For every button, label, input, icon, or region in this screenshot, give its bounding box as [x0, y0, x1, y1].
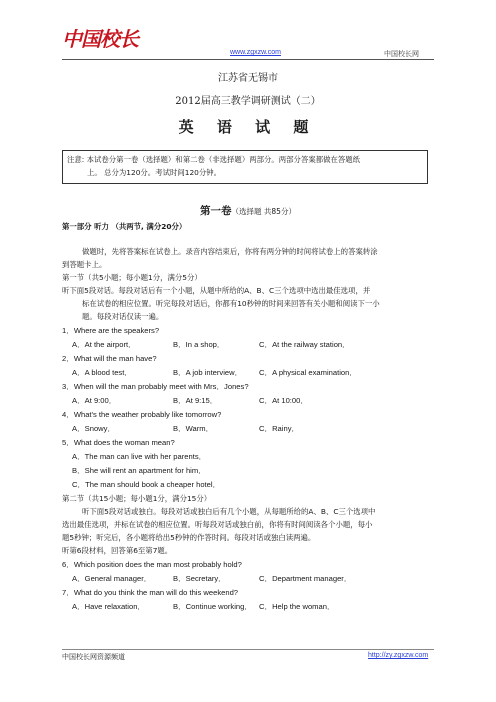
- question-1: 1．Where are the speakers?: [62, 326, 160, 335]
- part1-intro-line-1: 做题时，先将答案标在试卷上。录音内容结束后，你将有两分钟的时间将试卷上的答案转涂: [82, 247, 378, 256]
- question-7-option-c: C．Help the woman．: [259, 602, 335, 611]
- question-6-option-a: A．General manager．: [72, 574, 152, 583]
- question-1-option-a: A．At the airport．: [72, 340, 136, 349]
- question-2-option-a: A．A blood test．: [72, 368, 132, 377]
- footer-url-link[interactable]: http://zy.zgxzw.com: [368, 652, 429, 659]
- notice-box: [62, 150, 428, 184]
- question-6-option-b: B．Secretary．: [173, 574, 226, 583]
- question-1-option-b: B．In a shop．: [173, 340, 225, 349]
- question-6-option-c: C．Department manager．: [259, 574, 352, 583]
- question-7: 7．What do you think the man will do this weekend?: [62, 588, 239, 597]
- section2-heading: 第二节（共15小题；每小题1分，满分15分）: [62, 494, 212, 503]
- question-2-option-b: B．A job interview．: [173, 368, 243, 377]
- question-5-option-b: B．She will rent an apartment for him．: [72, 466, 206, 475]
- question-5-option-a: A．The man can live with her parents．: [72, 452, 207, 461]
- notice-line-2: 上。 总分为120分。考试时间120分钟。: [87, 168, 222, 177]
- doc-title-subject: 英 语 试 题: [178, 118, 318, 136]
- section2-instruction-3: 题5秒钟；听完后，各小题将给出5秒钟的作答时间。每段对话或独白读两遍。: [62, 533, 316, 542]
- part1-intro-line-2: 到答题卡上。: [62, 260, 107, 269]
- question-4-option-a: A．Snowy．: [72, 424, 116, 433]
- volume-title: 第一卷: [200, 205, 232, 217]
- question-1-option-c: C．At the railway station．: [259, 340, 350, 349]
- question-3-option-b: B．At 9:15．: [173, 396, 218, 405]
- section1-instruction-3: 题。每段对话仅读一遍。: [82, 312, 164, 321]
- question-4: 4．What's the weather probably like tomorrow?: [62, 410, 222, 419]
- question-4-option-c: C．Rainy．: [259, 424, 300, 433]
- question-4-option-b: B．Warm．: [173, 424, 214, 433]
- question-5-option-c: C．The man should book a cheaper hotel．: [72, 480, 221, 489]
- section2-instruction-2: 选出最佳选项，并标在试卷的相应位置。听每段对话或独白前，你将有时间阅读各个小题，每小: [62, 520, 373, 529]
- section1-instruction-2: 标在试卷的相应位置。听完每段对话后，你都有10秒钟的时间来回答有关小题和阅读下一小: [82, 299, 380, 308]
- question-2-option-c: C．A physical examination．: [259, 368, 357, 377]
- header-url-link[interactable]: www.zgxzw.com: [230, 49, 281, 56]
- part1-heading: 第一部分 听力 （共两节, 满分20分）: [62, 222, 187, 231]
- volume-subtitle: （选择题 共85分）: [231, 207, 296, 216]
- question-3: 3．When will the man probably meet with Mrs．Jones?: [62, 382, 249, 391]
- doc-title-region: 江苏省无锡市: [218, 73, 278, 84]
- volume-heading: [0, 203, 496, 218]
- section2-material-note: 听第6段材料，回答第6至第7题。: [62, 546, 173, 555]
- header-divider: [62, 59, 434, 60]
- section1-heading: 第一节（共5小题；每小题1分，满分5分）: [62, 273, 202, 282]
- header-site-name: 中国校长网: [384, 50, 419, 58]
- notice-line-1: 注意: 本试卷分第一卷（选择题）和第二卷（非选择题）两部分。两部分答案都做在答题纸: [67, 155, 361, 164]
- footer-divider: [62, 649, 434, 650]
- question-7-option-b: B．Continue working．: [173, 602, 252, 611]
- question-5: 5．What does the woman mean?: [62, 438, 175, 447]
- question-2: 2．What will the man have?: [62, 354, 157, 363]
- section2-instruction-1: 听下面5段对话或独白。每段对话或独白后有几个小题，从每题所给的A、B、C三个选项中: [82, 507, 376, 516]
- section1-instruction-1: 听下面5段对话。每段对话后有一个小题，从题中所给的A、B、C三个选项中选出最佳选项，并: [62, 286, 371, 295]
- question-7-option-a: A．Have relaxation．: [72, 602, 146, 611]
- doc-title-exam: 2012届高三教学调研测试（二）: [175, 96, 321, 107]
- logo: 中国校长: [62, 27, 138, 51]
- question-6: 6．Which position does the man most probably hold?: [62, 560, 242, 569]
- question-3-option-c: C．At 10:00．: [259, 396, 308, 405]
- footer-channel: 中国校长网资源频道: [62, 653, 125, 661]
- question-3-option-a: A．At 9:00．: [72, 396, 117, 405]
